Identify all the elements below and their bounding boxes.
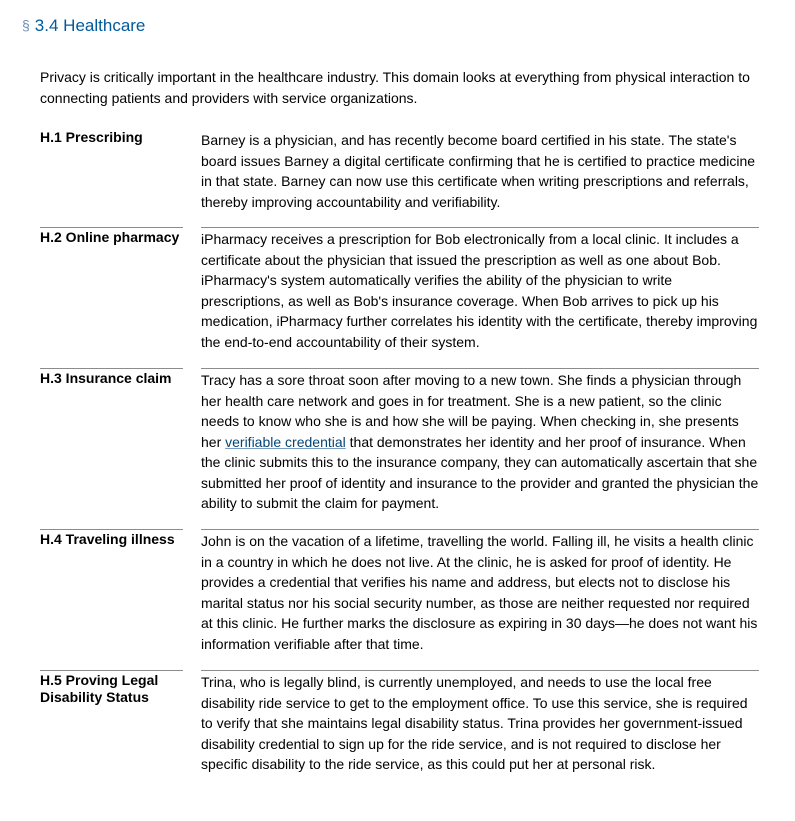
use-case-body: Trina, who is legally blind, is currently unemployed, and needs to use the local free disability ride service to get to the employment office. To use this service, she is required to verify that she maintains legal disability status. Trina provides her government-issued disability credential to sign up for the ride service, and is not required to disclose her specific disability to the ride service, as this could put her at personal risk. [201,670,759,775]
use-case-title: H.4 Traveling illness [40,529,183,548]
section-anchor-icon[interactable]: § [22,17,30,33]
section-heading [22,14,145,37]
use-case-text: that demonstrates her identity and her proof of insurance. When the clinic submits this to the insurance company, they can automatically ascertain that she submitted her proof of identity and insurance to the provider and granted the physician the ability to submit the claim for payment. [201,433,759,511]
use-case-body: iPharmacy receives a prescription for Bob electronically from a local clinic. It includes a certificate about the physician that issued the prescription as well as one about Bob. iPharmacy's system automatically verifies the ability of the physician to write prescriptions, as well as Bob's insurance coverage. When Bob arrives to pick up his medication, iPharmacy further correlates his identity with the certificate, thereby improving the end-to-end accountability of their system. [201,227,759,352]
verifiable-credential-link[interactable]: verifiable credential [225,433,346,450]
section-title: Healthcare [63,16,146,35]
intro-paragraph: Privacy is critically important in the healthcare industry. This domain looks at everything from physical interaction to connecting patients and providers with service organizations. [40,69,750,106]
use-case-title: H.5 Proving Legal Disability Status [40,670,183,706]
use-case-title: H.3 Insurance claim [40,368,183,387]
section-number: 3.4 [34,16,59,35]
use-case-title: H.1 Prescribing [40,129,143,145]
use-case-title: H.2 Online pharmacy [40,227,183,246]
use-case-body [201,368,759,514]
use-case-body: John is on the vacation of a lifetime, travelling the world. Falling ill, he visits a health clinic in a country in which he does not live. At the clinic, he is asked for proof of identity. He provides a credential that verifies his name and address, but elects not to disclose his marital status nor his social security number, as those are neither requested nor required at this clinic. He further marks the disclosure as expiring in 30 days—he does not want his information verifiable after that time. [201,529,759,654]
use-case-body: Barney is a physician, and has recently become board certified in his state. The state's board issues Barney a digital certificate confirming that he is certified to practice medicine in that state. Barney can now use this certificate when writing prescriptions and referrals, thereby improving accountability and verifiability. [201,132,756,210]
use-case-text: Tracy has a sore throat soon after moving to a new town. She finds a physician through her health care network and goes in for treatment. She is a new patient, so the clinic needs to know who she is and how she will be paying. When checking in, she presents her [201,372,742,450]
